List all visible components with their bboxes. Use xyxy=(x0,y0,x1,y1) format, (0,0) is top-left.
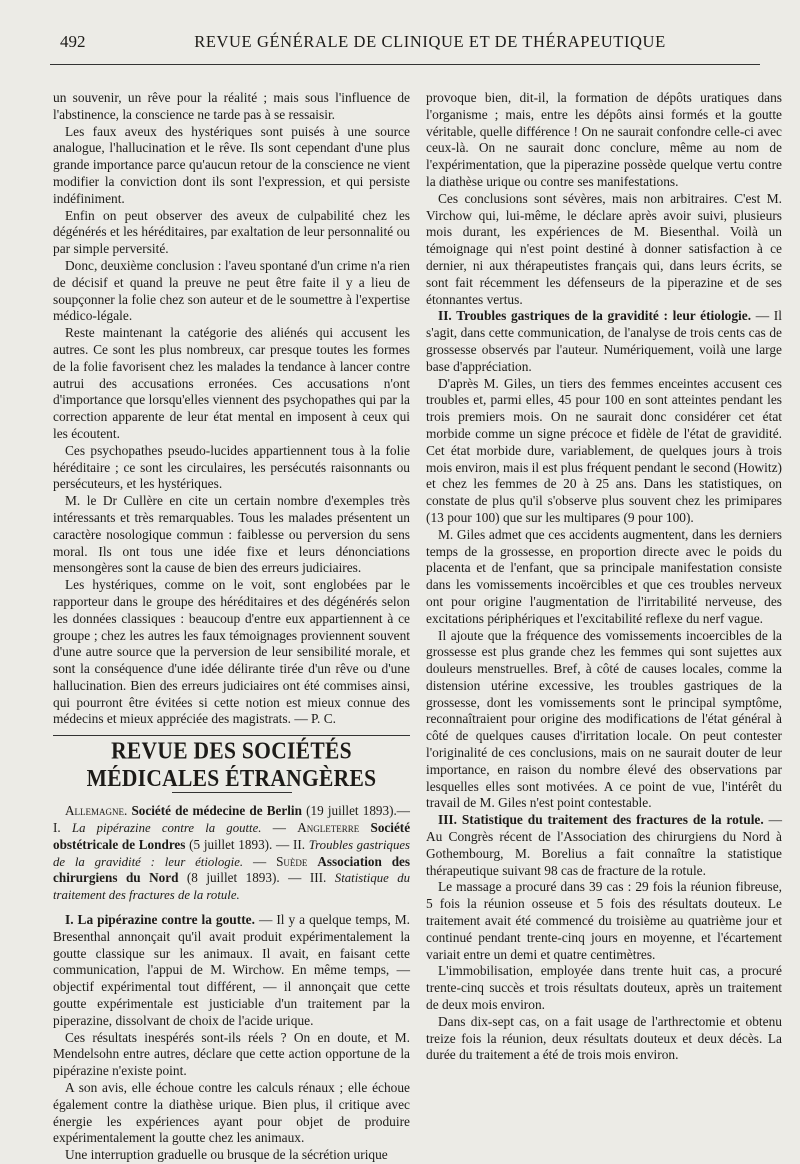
section-rule-short xyxy=(172,792,292,793)
section-title: REVUE DES SOCIÉTÉS MÉDICALES ÉTRANGÈRES xyxy=(86,736,377,792)
country-label: Suède xyxy=(276,853,308,869)
paragraph: D'après M. Giles, un tiers des femmes enceintes accusent ces troubles et, parmi elles, 45 pour 100 en sont atteintes pendant les trois premiers mois. On ne saurait donc considérer cet état morbide comme un signe précoce et fidèle de l'état de gravidité. Cet état morbide dure, variablement, de quelques jours à trois mois environ, mais il est plus fréquent pendant le second (Howitz) et chez les femmes de 20 à 25 ans. Dans les statistiques, on constate de plus qu'il s'observe plus souvent chez les primipares (13 pour 100) que sur les multipares (9 pour 100). xyxy=(426,375,782,525)
summary-date: (8 juillet 1893). — xyxy=(186,870,302,886)
summary-item-title: Statistique du traitement des fractures de la rotule. xyxy=(53,871,411,903)
summary-dash: — xyxy=(272,820,286,836)
society-name: Société de médecine de Berlin xyxy=(131,803,302,819)
paragraph: M. Giles admet que ces accidents augmentent, dans les derniers temps de la grossesse, en proportion directe avec le poids du placenta et de l'enfant, que sa principale manifestation consiste dans les vomissements incoërcibles et que ces troubles nerveux ont pour origine l'augmentation de l'irritabilité nerveuse, des excitations périphériques et l'excitabilité reflexe du nerf vague. xyxy=(426,526,782,626)
subsection-heading: III. Statistique du traitement des fractures de la rotule. xyxy=(438,812,764,828)
paragraph xyxy=(53,912,410,1030)
summary-number: I. xyxy=(53,820,61,836)
paragraph xyxy=(426,308,782,375)
paragraph: Reste maintenant la catégorie des aliénés qui accusent les autres. Ce sont les plus nombreux, car presque toutes les formes de la folie favorisent chez les malades la tendance à lancer contre autrui des accusations erronées. Ces accusations n'ont d'importance que lorsqu'elles viennent des psychopathes qui par la correction apparente de leur état mental en imposent à ceux qui les écoutent. xyxy=(53,325,410,441)
summary-number: III. xyxy=(309,870,327,886)
paragraph: Donc, deuxième conclusion : l'aveu spontané d'un crime n'a rien de décisif et quand la preuve ne peut être faite il y a lieu de soupçonner la folie chez son auteur et de le soumettre à l'expertise médico-légale. xyxy=(53,257,410,324)
paragraph xyxy=(426,812,782,879)
country-label: Allemagne. xyxy=(65,803,128,819)
paragraph: Une interruption graduelle ou brusque de la sécrétion urique xyxy=(65,1147,388,1163)
paragraph: Enfin on peut observer des aveux de culpabilité chez les dégénérés et les héréditaires, par exaltation de leur personnalité ou par simple perversité. xyxy=(53,207,410,257)
page-number: 492 xyxy=(60,32,86,51)
paragraph: A son avis, elle échoue contre les calculs rénaux ; elle échoue également contre la diathèse urique. Bien plus, il critique avec énergie les expériences ayant pour objet de produire expérimentalement la goutte chez les animaux. xyxy=(53,1080,410,1146)
paragraph-text: — Il s'agit, dans cette communication, de l'analyse de trois cents cas de grossesse observés par l'auteur. Numériquement, voilà une large base d'appréciation. xyxy=(426,308,782,374)
paragraph: M. le Dr Cullère en cite un certain nombre d'exemples très intéressants et très remarquables. Tous les malades présentent un caractère nosologique commun : faiblesse ou perversion du sens moral. Ils ont tous une idée fixe et leurs dénonciations mensongères sont la cause de bien des erreurs judiciaires. xyxy=(53,493,410,576)
society-name: Société obstétricale de Londres xyxy=(53,820,411,852)
paragraph: provoque bien, dit-il, la formation de dépôts uratiques dans l'organisme ; mais, entre les dépôts ainsi formés et la goutte véritable, quelle différence ! On ne saurait confondre celle-ci avec ceux-là. On ne saurait donc conclure, même au nom de l'expérimentation, que la piperazine possède quelque vertu contre la diathèse urique ou contre ses manifestations. xyxy=(426,90,782,189)
paragraph: Il ajoute que la fréquence des vomissements incoercibles de la grossesse est plus grande chez les femmes qui sont sujettes aux douleurs menstruelles. Bref, à côté de causes locales, comme la distension utérine excessive, les troubles gastriques de la grossesse, dont les vomissements sont le principal symptôme, reconnaîtraient pour origine des modifications de l'état général à côté de quelques causes d'irritation locale. On peut contester l'originalité de ces conclusions, mais on ne saurait douter de leur importance, en raison du nombre élevé des observations par lesquelles elles sont motivées. A ce point de vue, l'intérêt du travail de M. Giles n'est point contestable. xyxy=(426,627,782,811)
summary-number: II. xyxy=(292,836,306,852)
right-column xyxy=(426,90,782,1064)
summary-item-title: Troubles gastriques de la gravidité : leur étiologie. xyxy=(53,837,411,869)
paragraph: Ces conclusions sont sévères, mais non arbitraires. C'est M. Virchow qui, lui-même, le déclare après avoir suivi, plusieurs mois durant, les expériences de M. Biesenthal. Voilà un témoignage qui n'est point destiné à donner satisfaction à ce dernier, ni aux thérapeutistes français qui, dans leurs écrits, se sont fait récemment les défenseurs de la piperazine et de ses étonnantes vertus. xyxy=(426,190,782,307)
paragraph: Ces résultats inespérés sont-ils réels ? On en doute, et M. Mendelsohn entre autres, déclare que cette action opportune de la pipérazine n'existe point. xyxy=(53,1029,410,1079)
paragraph: Dans dix-sept cas, on a fait usage de l'arthrectomie et obtenu treize fois la réunion, deux résultats douteux et deux décès. La durée du traitement a été de trois mois environ. xyxy=(426,1013,782,1063)
paragraph-text: — Il y a quelque temps, M. Bresenthal annonçait qu'il avait produit expérimentalement la goutte classique sur les animaux. Il avait, en faisant cette communication, l'appui de M. Wirchow. En même temps, — objectif expérimental tout différent, — il annonçait que cette goutte expérimentale est justiciable d'un traitement par la piperazine, dissolvant de choix de l'acide urique. xyxy=(53,912,410,1028)
paragraph: Les faux aveux des hystériques sont puisés à une source analogue, l'hallucination et le rêve. Ils sont cependant d'une plus grande importance parce qu'aucun retour de la conscience ne vient modifier la conviction dont ils sont l'expression, et qui persiste indéfiniment. xyxy=(53,123,410,206)
summary-date: (5 juillet 1893). — xyxy=(189,836,290,852)
subsection-heading: I. La pipérazine contre la goutte. xyxy=(65,912,255,928)
summary-date: (19 juillet 1893).— xyxy=(306,803,410,819)
paragraph: Le massage a procuré dans 39 cas : 29 fois la réunion fibreuse, 5 fois la réunion osseuse et 5 fois des résultats douteux. Le traitement avait été commencé du troisième au quatrième jour et continué pendant trente-cinq jours en moyenne, et l'écartement variait entre un demi et quatre centimètres. xyxy=(426,879,782,962)
summary-dash: — xyxy=(252,853,267,869)
paragraph: Ces psychopathes pseudo-lucides appartiennent tous à la folie héréditaire ; ce sont les circulaires, les persécutés raisonnants ou persécuteurs, et les hystériques. xyxy=(53,442,410,492)
society-name: Association des chirurgiens du Nord xyxy=(53,853,411,886)
paragraph: L'immobilisation, employée dans trente huit cas, a procuré trente-cinq succès et trois résultats douteux, après un traitement de deux mois environ. xyxy=(426,963,782,1013)
left-column xyxy=(53,90,410,1164)
subsection-heading: II. Troubles gastriques de la gravidité : leur étiologie. xyxy=(438,308,752,324)
paragraph: un souvenir, un rêve pour la réalité ; mais sous l'influence de l'abstinence, la conscience ne tarde pas à se ressaisir. xyxy=(53,90,410,122)
paragraph: Les hystériques, comme on le voit, sont englobées par le rapporteur dans le groupe des héréditaires et des dégénérés selon les données classiques : beaucoup d'entre eux appartiennent à ce groupe ; chez les autres les faux témoignages proviennent souvent d'une autre source que la perversion de leur sensibilité morale, et sont la conséquence d'une idée délirante tirée d'un rêve ou d'une hallucination. Bien des erreurs judiciaires ont été commises ainsi, qui pourront être évitées si cette notion est mieux connue des médecins et mieux appréciée des magistrats. — P. C. xyxy=(53,577,410,727)
paragraph-text: — Au Congrès récent de l'Association des chirurgiens du Nord à Gothembourg, M. Borelius a fait connaître la statistique thérapeutique suivant 98 cas de fracture de la rotule. xyxy=(426,812,782,878)
section-summary xyxy=(53,803,410,904)
summary-item-title: La pipérazine contre la goutte. xyxy=(71,821,262,836)
running-head: REVUE GÉNÉRALE DE CLINIQUE ET DE THÉRAPEUTIQUE xyxy=(194,32,666,51)
country-label: Angleterre xyxy=(297,820,360,836)
header-rule xyxy=(50,64,760,65)
